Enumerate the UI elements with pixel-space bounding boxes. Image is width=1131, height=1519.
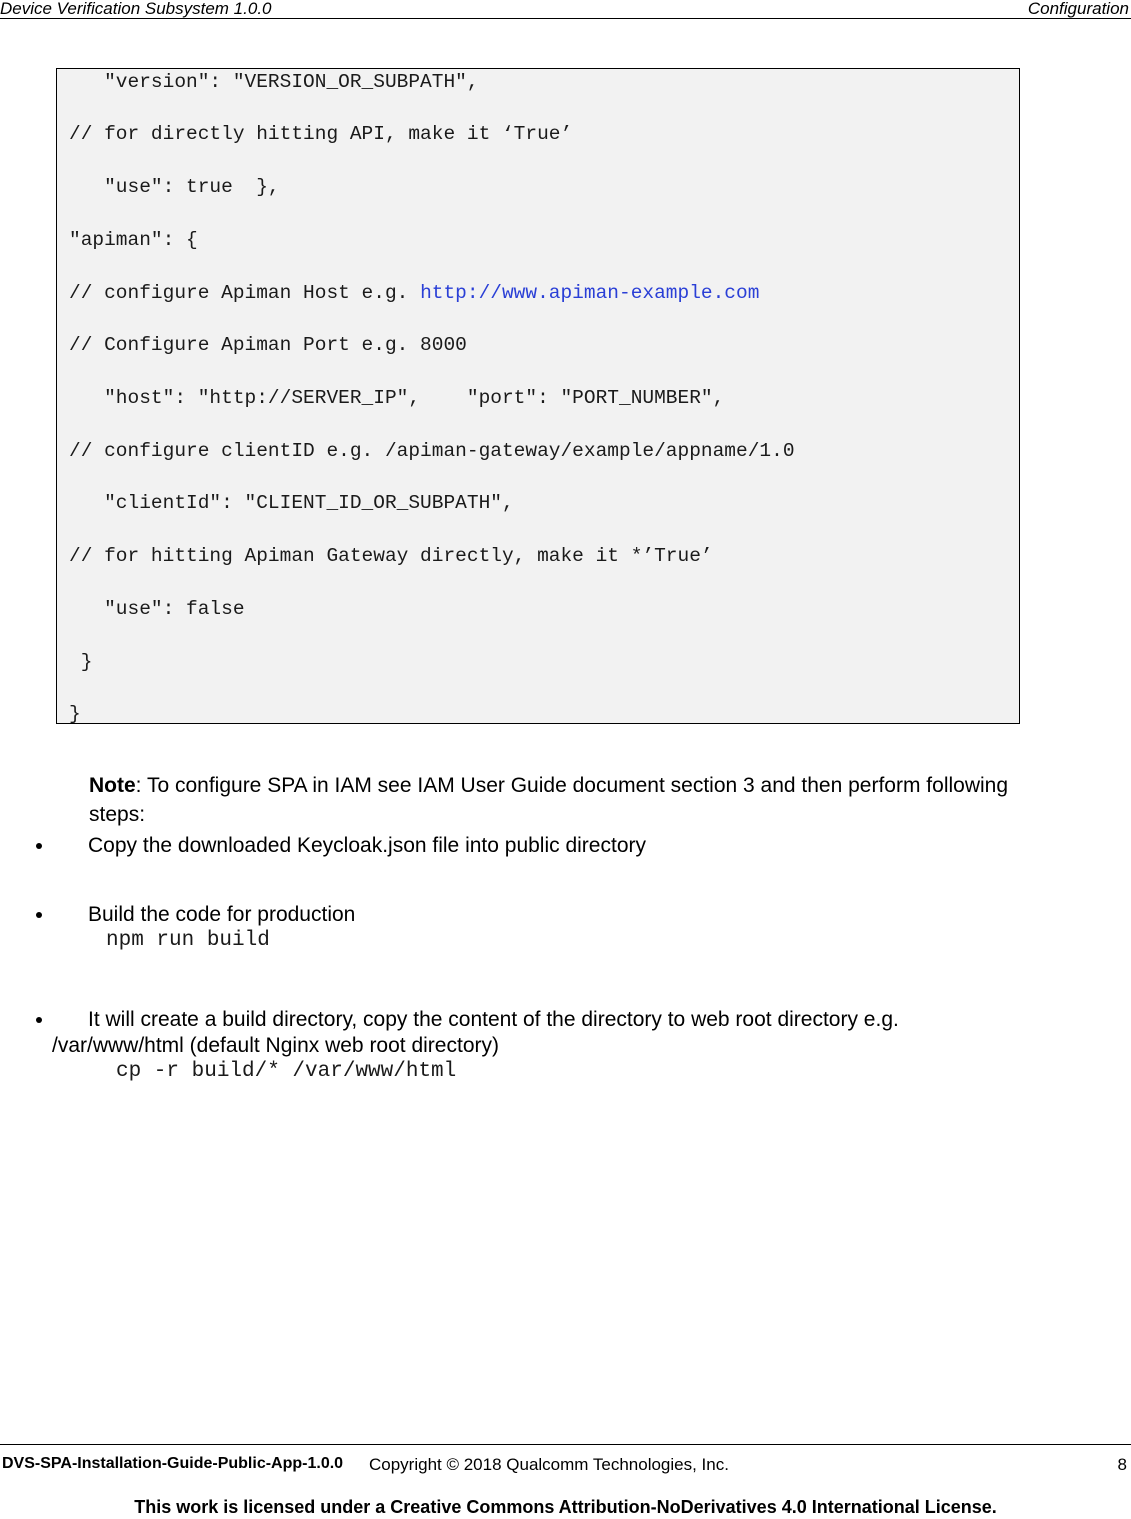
deploy-command: cp -r build/* /var/www/html [116,1060,457,1083]
header-title: Device Verification Subsystem 1.0.0 [0,0,272,18]
code-line: "apiman": { [69,229,198,251]
step-build-label: Build the code for production [88,903,356,926]
step-deploy-line2: /var/www/html (default Nginx web root directory) [52,1034,499,1057]
code-line: "clientId": "CLIENT_ID_OR_SUBPATH", [69,492,514,514]
code-line: "version": "VERSION_OR_SUBPATH", [69,71,479,93]
footer-doc-id: DVS-SPA-Installation-Guide-Public-App-1.0.0 [2,1455,344,1472]
code-line: "use": true }, [69,176,280,198]
code-line: } [69,651,93,673]
bullet-icon [36,1017,42,1023]
footer-license: This work is licensed under a Creative Commons Attribution-NoDerivatives 4.0 International License. [134,1497,997,1517]
code-line: } [69,703,81,725]
step-deploy-line1: It will create a build directory, copy the content of the directory to web root directory e.g. [88,1008,899,1031]
bullet-icon [36,843,42,849]
note-label: Note [89,774,136,797]
page-number: 8 [1117,1455,1127,1474]
note-paragraph [89,771,1029,829]
page-header [0,0,1131,19]
step-copy-keycloak: Copy the downloaded Keycloak.json file into public directory [88,834,646,857]
page-footer [0,1444,1131,1517]
code-line-with-link [69,282,759,304]
header-section: Configuration [1027,0,1129,18]
build-command: npm run build [106,929,270,952]
code-line: "use": false [69,598,245,620]
code-line: // configure clientID e.g. /apiman-gateway/example/appname/1.0 [69,440,795,462]
footer-copyright: Copyright © 2018 Qualcomm Technologies, Inc. [369,1455,729,1474]
code-line: "host": "http://SERVER_IP", "port": "PORT_NUMBER", [69,387,725,409]
code-line: // for hitting Apiman Gateway directly, make it *’True’ [69,545,713,567]
note-text: : To configure SPA in IAM see IAM User Guide document section 3 and then perform following steps: [89,774,1009,826]
code-line: // Configure Apiman Port e.g. 8000 [69,334,467,356]
code-line: // for directly hitting API, make it ‘True’ [69,123,573,145]
code-line-text: // configure Apiman Host e.g. [69,282,421,304]
code-block [56,68,1020,724]
bullet-icon [36,912,42,918]
example-host-link[interactable]: http://www.apiman-example.com [420,282,760,304]
